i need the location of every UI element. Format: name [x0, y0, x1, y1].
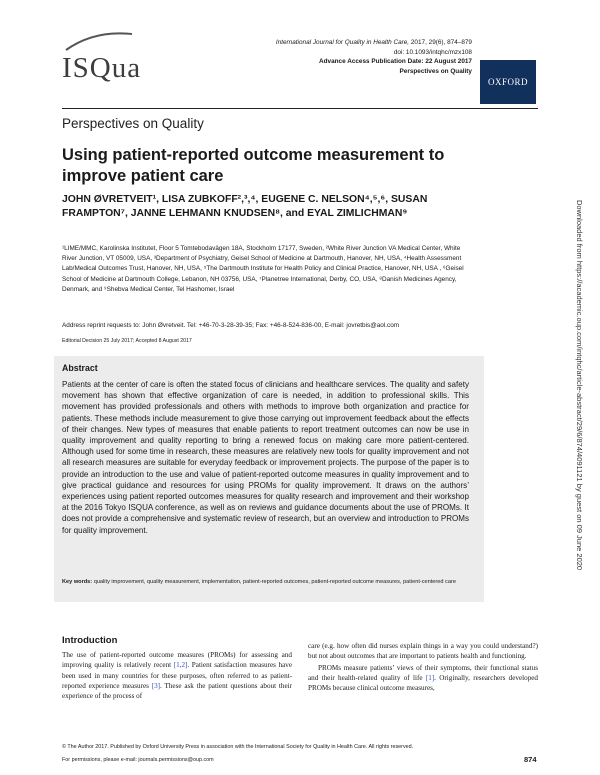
journal-ref: 2017, 29(6), 874–879	[409, 39, 472, 46]
article-title: Using patient-reported outcome measurement to improve patient care	[62, 146, 445, 185]
affiliations: ¹LIME/MMC, Karolinska Institutet, Floor 5 Tomtebodavägen 18A, Stockholm 17177, Sweden, ²White River Junction VA Medical Center, White River Junction, VT 05009, USA, ³Department of Psychiatry, Geisel School of Medicine at Dartmouth, Hanover, NH, USA, ⁴Health Assessment Lab/Medical Outcomes Trust, Hanover, NH, USA, ⁵The Dartmouth Institute for Health Policy and Clinical Practice, Hanover, NH, USA , ⁶Geisel School of Medicine at Dartmouth College, Lebanon, NH 03756, USA, ⁷Planetree International, Derby, CO, USA, ⁸Danish Medicines Agency, Denmark, and ⁹Shebva Medical Center, Tel Hashomer, Israel	[62, 245, 464, 293]
header-category: Perspectives on Quality	[399, 67, 472, 75]
abstract-body: Patients at the center of care is often the stated focus of clinicians and healthcare services. The quality and safety movement has shown that effective organization of care is needed, in addition to professional skills. This movement has provided professionals and others with methods to improve both organization and practice for patients. These methods include measurement to give those carrying out improvement feedback about the effects of their changes. New types of measures that enable patients to report treatment outcomes can now be use in quality improvement and quality reporting to bring a renewed focus on making care more patient-centered. Although used for some time in research, these measures are relatively new tools for quality improvement and not all research measures are suitable for everyday feedback or improvement projects. The purpose of the paper is to provide an introduction to the use and value of patient-reported outcome measures in quality improvement and to give practical guidance and resources for using PROMs for quality improvement. It draws on the authors’ experiences using patient reported outcomes measures for quality research and improvement and their workshop at the 2016 Tokyo ISQUA conference, as well as on reviews and guidance documents about the use of PROMs. It does not provide a comprehensive and systematic review of research, but an overview and introduction to PROMs for quality improvement.	[62, 380, 469, 535]
oxford-logo-text: OXFORD	[487, 77, 528, 87]
intro-text: . Originally, researchers developed PROMs because clinical outcome measures,	[308, 673, 539, 693]
doi[interactable]: doi: 10.1093/intqhc/mzx108	[393, 48, 472, 56]
intro-paragraph: care (e.g. how often did nurses explain things in a way you could understand?) but not about outcomes that are important to patients health and functioning.	[308, 642, 538, 661]
intro-heading: Introduction	[62, 635, 118, 646]
download-note: Downloaded from https://academic.oup.com/intqhc/article-abstract/29/6/874/4091121 by guest on 09 June 2020	[575, 200, 584, 571]
keywords	[62, 578, 472, 587]
intro-text: . Patient satisfaction measures have been used in many countries for these purposes, often referred to as patient-reported experience measures	[62, 661, 292, 690]
citation-link[interactable]: [1]	[425, 673, 435, 682]
advance-access: Advance Access Publication Date: 22 August 2017	[319, 58, 472, 66]
logo-swoosh-icon	[64, 30, 134, 52]
permissions-notice: For permissions, please e-mail: journals.permissions@oup.com	[62, 757, 214, 763]
author-list: JOHN ØVRETVEIT¹, LISA ZUBKOFF²,³,⁴, EUGENE C. NELSON⁴,⁵,⁶, SUSAN FRAMPTON⁷, JANNE LEHMANN KNUDSEN⁸, and EYAL ZIMLICHMAN⁹	[62, 194, 428, 219]
citation-link[interactable]: [3]	[151, 681, 161, 690]
citation-link[interactable]: [1,2]	[173, 661, 188, 670]
correspondence: Address reprint requests to: John Øvretveit. Tel: +46-70-3-28-39-35; Fax: +46-8-524-836-00, E-mail: jovretbis@aol.com	[62, 322, 400, 329]
journal-name: International Journal for Quality in Health Care,	[275, 39, 410, 46]
logo-text: ISQua	[62, 52, 142, 84]
copyright-notice: © The Author 2017. Published by Oxford University Press in association with the International Society for Quality in Health Care. All rights reserved.	[62, 744, 414, 750]
keywords-label: Key words:	[62, 579, 93, 585]
journal-meta	[276, 38, 472, 76]
intro-column-2	[308, 641, 538, 693]
abstract-heading: Abstract	[62, 363, 98, 373]
oxford-logo	[480, 60, 536, 104]
header-divider	[62, 108, 538, 109]
intro-column-1	[62, 650, 292, 701]
section-label: Perspectives on Quality	[62, 116, 204, 131]
intro-text: The use of patient-reported outcome measures (PROMs) for assessing and improving quality is relatively recent	[62, 651, 292, 670]
page-number: 874	[524, 755, 537, 764]
intro-text: . These ask the patient questions about their experience of the process of	[62, 681, 292, 701]
editorial-dates: Editorial Decision 25 July 2017; Accepted 8 August 2017	[62, 338, 192, 344]
intro-text: PROMs measure patients’ views of their symptoms, their functional status and their health-related quality of life	[308, 663, 538, 682]
isqua-logo	[62, 52, 141, 85]
keywords-list: quality improvement, quality measurement, implementation, patient-reported outcomes, patient-reported outcome measures, patient-centered care	[92, 579, 456, 585]
intro-paragraph	[308, 663, 538, 694]
